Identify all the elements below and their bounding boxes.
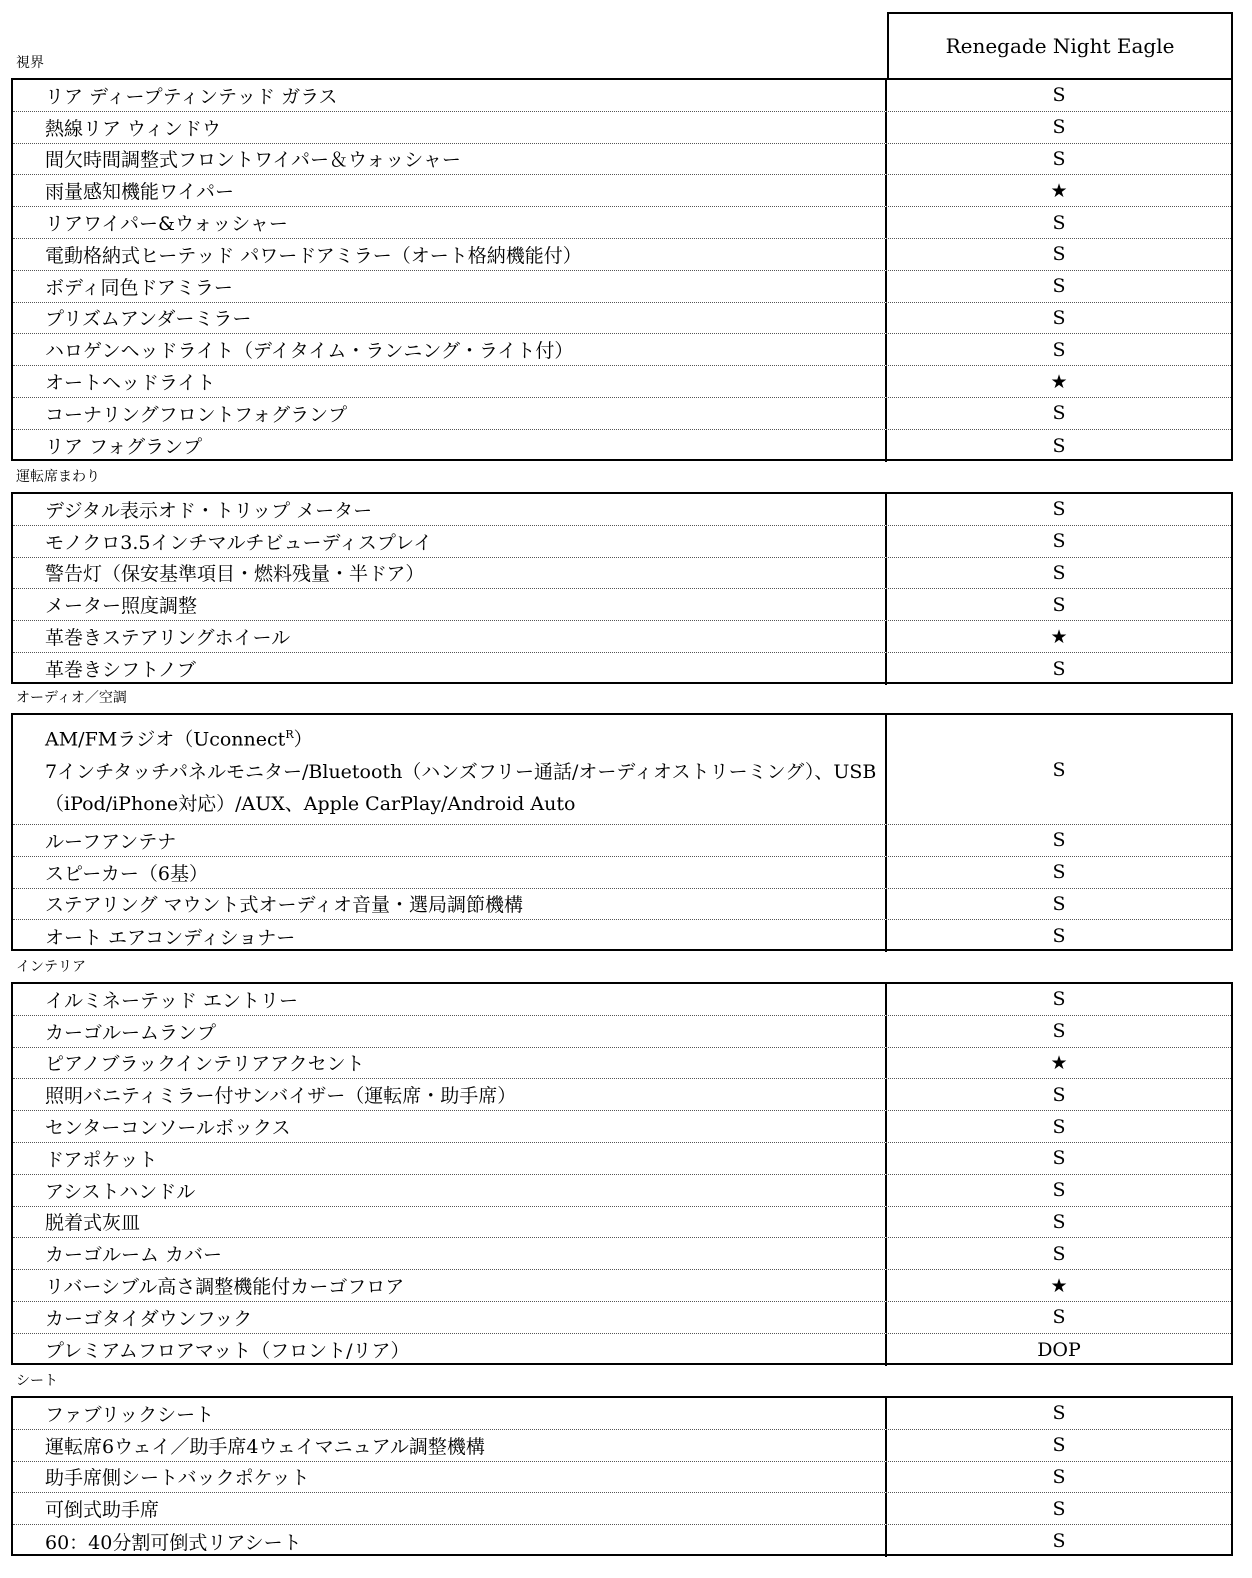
- table-row: [13, 984, 1231, 1016]
- feature-label: 警告灯（保安基準項目・燃料残量・半ドア）: [13, 558, 887, 589]
- feature-label: ハロゲンヘッドライト（デイタイム・ランニング・ライト付）: [13, 334, 887, 365]
- table-row: [13, 526, 1231, 558]
- table-row: [13, 1270, 1231, 1302]
- feature-label: オート エアコンディショナー: [13, 920, 887, 952]
- feature-value: S: [1052, 84, 1066, 107]
- feature-label: スピーカー（6基）: [13, 857, 887, 888]
- feature-label: 助手席側シートバックポケット: [13, 1462, 887, 1493]
- table-row: [13, 589, 1231, 621]
- feature-value: ★: [1050, 1051, 1068, 1074]
- feature-value: S: [1052, 1497, 1066, 1520]
- table-row: [13, 715, 1231, 825]
- feature-label: ピアノブラックインテリアアクセント: [13, 1048, 887, 1079]
- table-row: [13, 825, 1231, 857]
- feature-label: イルミネーテッド エントリー: [13, 984, 887, 1015]
- table-row: [13, 1175, 1231, 1207]
- table-row: [13, 1398, 1231, 1430]
- feature-value: S: [1052, 1465, 1066, 1488]
- table-row: [13, 1238, 1231, 1270]
- table-row: [13, 80, 1231, 112]
- table-visibility: [11, 78, 1233, 461]
- table-row: [13, 1302, 1231, 1334]
- table-row: [13, 857, 1231, 889]
- feature-value: S: [1052, 593, 1066, 616]
- table-row: [13, 1525, 1231, 1557]
- feature-value: S: [1052, 275, 1066, 298]
- feature-value: S: [1052, 402, 1066, 425]
- table-row: [13, 1143, 1231, 1175]
- audio-line-1: AM/FMラジオ（Uconnect$^R$）: [45, 728, 313, 751]
- feature-label: ファブリックシート: [13, 1398, 887, 1429]
- feature-value: S: [1052, 338, 1066, 361]
- table-row: [13, 398, 1231, 430]
- feature-value: S: [1052, 1530, 1066, 1553]
- table-row: [13, 653, 1231, 685]
- feature-value: ★: [1050, 1274, 1068, 1297]
- feature-label: 照明バニティミラー付サンバイザー（運転席・助手席）: [13, 1079, 887, 1110]
- feature-label: ステアリング マウント式オーディオ音量・選局調節機構: [13, 889, 887, 920]
- feature-label: 電動格納式ヒーテッド パワードアミラー（オート格納機能付）: [13, 239, 887, 270]
- table-row: [13, 1111, 1231, 1143]
- feature-value: S: [1052, 829, 1066, 852]
- feature-label: メーター照度調整: [13, 589, 887, 620]
- table-interior: [11, 982, 1233, 1365]
- feature-value: DOP: [1037, 1338, 1081, 1361]
- feature-value: S: [1052, 211, 1066, 234]
- feature-label: 熱線リア ウィンドウ: [13, 112, 887, 143]
- feature-value: S: [1052, 1115, 1066, 1138]
- feature-label: 雨量感知機能ワイパー: [13, 175, 887, 206]
- feature-value: S: [1052, 1242, 1066, 1265]
- feature-value: ★: [1050, 179, 1068, 202]
- table-row: [13, 1016, 1231, 1048]
- feature-label: オートヘッドライト: [13, 366, 887, 397]
- section-title-seats: シート: [16, 1373, 58, 1389]
- feature-label: カーゴルームランプ: [13, 1016, 887, 1047]
- table-row: [13, 889, 1231, 921]
- feature-label: デジタル表示オド・トリップ メーター: [13, 494, 887, 525]
- table-row: [13, 1334, 1231, 1366]
- feature-value: S: [1052, 1306, 1066, 1329]
- feature-value: S: [1052, 1083, 1066, 1106]
- feature-label: リア フォグランプ: [13, 430, 887, 462]
- feature-label: 革巻きステアリングホイール: [13, 621, 887, 652]
- table-seats: [11, 1396, 1233, 1556]
- feature-label: リバーシブル高さ調整機能付カーゴフロア: [13, 1270, 887, 1301]
- table-row: [13, 112, 1231, 144]
- table-audio: [11, 713, 1233, 951]
- feature-value: S: [1052, 1210, 1066, 1233]
- feature-label: プレミアムフロアマット（フロント/リア）: [13, 1334, 887, 1366]
- feature-label: ドアポケット: [13, 1143, 887, 1174]
- feature-label: 可倒式助手席: [13, 1493, 887, 1524]
- feature-value: S: [1052, 892, 1066, 915]
- table-row: [13, 366, 1231, 398]
- section-title-audio: オーディオ／空調: [16, 690, 127, 706]
- table-row: [13, 303, 1231, 335]
- feature-label: [13, 715, 887, 824]
- feature-label: カーゴルーム カバー: [13, 1238, 887, 1269]
- feature-label: 運転席6ウェイ／助手席4ウェイマニュアル調整機構: [13, 1430, 887, 1461]
- feature-value: S: [1052, 498, 1066, 521]
- table-row: [13, 1048, 1231, 1080]
- feature-value: S: [1052, 657, 1066, 680]
- table-cockpit: [11, 492, 1233, 684]
- section-title-visibility: 視界: [16, 55, 44, 71]
- feature-label: ルーフアンテナ: [13, 825, 887, 856]
- table-row: [13, 1207, 1231, 1239]
- feature-label: センターコンソールボックス: [13, 1111, 887, 1142]
- feature-value: S: [1052, 1434, 1066, 1457]
- table-row: [13, 558, 1231, 590]
- feature-value: S: [1052, 434, 1066, 457]
- feature-label: リア ディープティンテッド ガラス: [13, 80, 887, 111]
- table-row: [13, 920, 1231, 952]
- feature-value: S: [1052, 243, 1066, 266]
- feature-value: ★: [1050, 625, 1068, 648]
- feature-value: S: [1052, 1402, 1066, 1425]
- audio-line-2: 7インチタッチパネルモニター/Bluetooth（ハンズフリー通話/オーディオストリーミング）、USB: [45, 760, 877, 783]
- feature-label: アシストハンドル: [13, 1175, 887, 1206]
- table-row: [13, 207, 1231, 239]
- feature-value: S: [1052, 306, 1066, 329]
- feature-value: S: [1052, 561, 1066, 584]
- feature-value: S: [1052, 147, 1066, 170]
- feature-label: ボディ同色ドアミラー: [13, 271, 887, 302]
- section-title-interior: インテリア: [16, 959, 86, 975]
- feature-value: S: [1052, 925, 1066, 948]
- table-row: [13, 175, 1231, 207]
- feature-value: S: [1052, 758, 1066, 781]
- table-row: [13, 334, 1231, 366]
- feature-value: S: [1052, 1020, 1066, 1043]
- table-row: [13, 144, 1231, 176]
- feature-label: コーナリングフロントフォグランプ: [13, 398, 887, 429]
- feature-value: S: [1052, 861, 1066, 884]
- table-row: [13, 621, 1231, 653]
- feature-value: S: [1052, 1179, 1066, 1202]
- table-row: [13, 1430, 1231, 1462]
- table-row: [13, 1079, 1231, 1111]
- model-header: [887, 12, 1233, 78]
- table-row: [13, 1493, 1231, 1525]
- feature-label: 革巻きシフトノブ: [13, 653, 887, 685]
- feature-label: カーゴタイダウンフック: [13, 1302, 887, 1333]
- feature-value: S: [1052, 530, 1066, 553]
- feature-label: 60：40分割可倒式リアシート: [13, 1525, 887, 1557]
- feature-value: S: [1052, 988, 1066, 1011]
- table-row: [13, 430, 1231, 462]
- feature-label: 間欠時間調整式フロントワイパー＆ウォッシャー: [13, 144, 887, 175]
- model-name: Renegade Night Eagle: [945, 34, 1175, 58]
- feature-value: S: [1052, 116, 1066, 139]
- table-row: [13, 1462, 1231, 1494]
- feature-label: プリズムアンダーミラー: [13, 303, 887, 334]
- feature-label: リアワイパー&ウォッシャー: [13, 207, 887, 238]
- feature-label: 脱着式灰皿: [13, 1207, 887, 1238]
- audio-line-3: （iPod/iPhone対応）/AUX、Apple CarPlay/Android Auto: [45, 792, 576, 815]
- table-row: [13, 271, 1231, 303]
- table-row: [13, 239, 1231, 271]
- table-row: [13, 494, 1231, 526]
- section-title-cockpit: 運転席まわり: [16, 469, 100, 485]
- feature-label: モノクロ3.5インチマルチビューディスプレイ: [13, 526, 887, 557]
- feature-value: ★: [1050, 370, 1068, 393]
- feature-value: S: [1052, 1147, 1066, 1170]
